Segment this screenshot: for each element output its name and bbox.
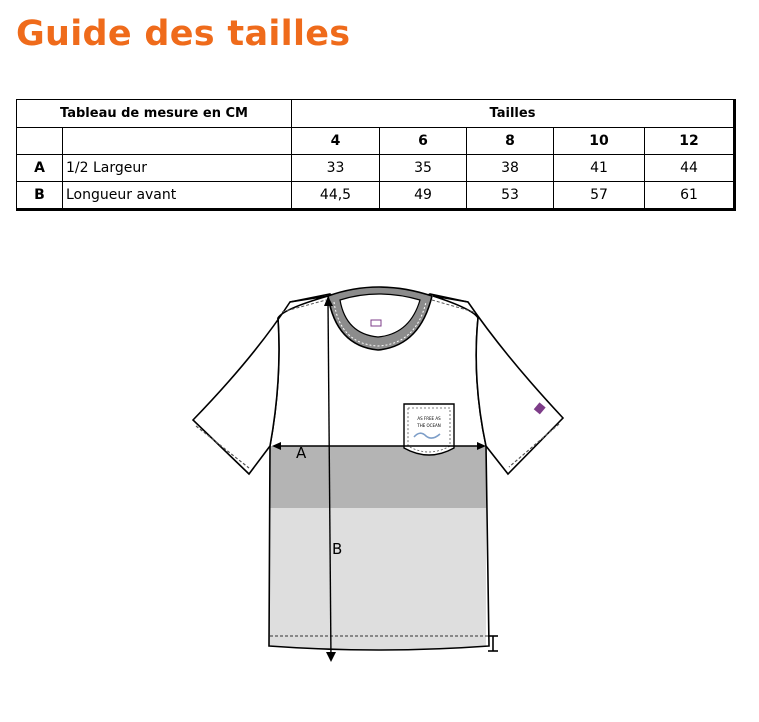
table-cell: 44,5	[292, 182, 380, 210]
pocket-text: AS FREE AS	[417, 416, 441, 421]
table-cell: 44	[645, 155, 735, 182]
size-cell: 4	[292, 128, 380, 155]
row-label: Longueur avant	[63, 182, 292, 210]
table-cell: 41	[554, 155, 645, 182]
page-title: Guide des tailles	[16, 14, 351, 54]
size-cell: 10	[554, 128, 645, 155]
table-cell: 49	[380, 182, 467, 210]
pocket-text: THE OCEAN	[417, 423, 441, 428]
table-header-sizes: Tailles	[292, 100, 735, 128]
row-code: B	[17, 182, 63, 210]
size-cell: 12	[645, 128, 735, 155]
body-band-light	[269, 508, 486, 650]
collar	[328, 287, 432, 350]
table-cell: 57	[554, 182, 645, 210]
size-cell: 6	[380, 128, 467, 155]
label-a: A	[296, 444, 307, 462]
chest-pocket	[404, 404, 454, 455]
size-cell: 8	[467, 128, 554, 155]
arrowhead-icon	[326, 652, 336, 662]
table-cell: 35	[380, 155, 467, 182]
row-code: A	[17, 155, 63, 182]
tshirt-body	[269, 318, 489, 650]
table-cell: 61	[645, 182, 735, 210]
row-label: 1/2 Largeur	[63, 155, 292, 182]
table-header-measure: Tableau de mesure en CM	[17, 100, 292, 128]
table-cell: 33	[292, 155, 380, 182]
neck-label	[371, 320, 381, 326]
label-b: B	[332, 540, 343, 558]
table-cell: 53	[467, 182, 554, 210]
table-cell: 38	[467, 155, 554, 182]
